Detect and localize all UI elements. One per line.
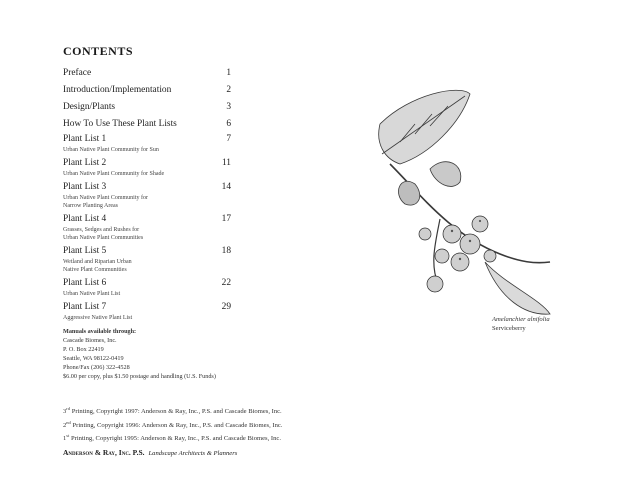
toc-page-number: 11 — [221, 158, 231, 168]
toc-subtitle: Grasses, Sedges and Rushes for — [63, 227, 140, 233]
printing-line: 2nd Printing, Copyright 1996: Anderson & Ray, Inc., P.S. and Cascade Biomes, Inc. — [63, 419, 283, 429]
manuals-info — [63, 327, 323, 381]
leaf-shape — [398, 181, 419, 205]
leaf-shape — [430, 162, 461, 187]
toc-title: Plant List 7 — [63, 302, 107, 312]
leaf-shape — [379, 90, 470, 164]
illustration-caption — [492, 315, 550, 333]
toc-title: Plant List 4 — [63, 214, 107, 224]
common-name: Serviceberry — [492, 325, 526, 332]
toc-title: Plant List 5 — [63, 246, 107, 256]
toc-title: Plant List 6 — [63, 278, 107, 288]
toc-subtitle: Urban Native Plant List — [63, 291, 121, 297]
berry-shape — [419, 228, 431, 240]
toc-subtitle: Urban Native Plant Community for Sun — [63, 147, 159, 153]
toc-title: Plant List 2 — [63, 158, 107, 168]
firm-role: Landscape Architects & Planners — [148, 450, 238, 457]
berry-shape — [435, 249, 449, 263]
toc-title: Preface — [63, 68, 92, 78]
printing-history — [63, 404, 282, 445]
toc-title: How To Use These Plant Lists — [63, 119, 177, 129]
toc-entry — [63, 102, 231, 113]
table-of-contents — [63, 68, 231, 322]
toc-subtitle: Urban Native Plant Community for Shade — [63, 171, 165, 177]
toc-entry — [63, 85, 231, 96]
manuals-line: $6.00 per copy, plus $1.50 postage and handling (U.S. Funds) — [63, 373, 216, 380]
toc-title: Plant List 1 — [63, 134, 107, 144]
toc-subtitle: Native Plant Communities — [63, 267, 127, 273]
toc-subtitle: Narrow Planting Areas — [63, 203, 118, 209]
toc-page-number: 6 — [226, 119, 231, 129]
toc-entry — [63, 134, 231, 154]
toc-subtitle: Wetland and Riparian Urban — [63, 259, 132, 265]
toc-title: Plant List 3 — [63, 182, 107, 192]
berry-shape — [472, 216, 488, 232]
toc-subtitle: Urban Native Plant Community for — [63, 195, 148, 201]
berry-shape — [427, 276, 443, 292]
toc-subtitle: Urban Native Plant Communities — [63, 235, 144, 241]
toc-page-number: 18 — [221, 246, 231, 256]
manuals-title: Manuals available through: — [63, 328, 137, 335]
manuals-line: Cascade Biomes, Inc. — [63, 337, 117, 344]
scientific-name: Amelanchier alnifolia — [492, 316, 550, 323]
page-footer — [63, 448, 237, 457]
manuals-line: P. O. Box 22419 — [63, 346, 104, 353]
toc-page-number: 1 — [226, 68, 231, 78]
toc-page-number: 3 — [226, 102, 231, 112]
berry-shape — [443, 225, 461, 243]
toc-title: Introduction/Implementation — [63, 85, 172, 95]
toc-entry — [63, 302, 231, 322]
toc-entry — [63, 278, 231, 298]
toc-page-number: 22 — [221, 278, 231, 288]
toc-entry — [63, 68, 231, 79]
contents-heading: CONTENTS — [63, 44, 134, 58]
toc-page-number: 2 — [226, 85, 231, 95]
printing-line: 1st Printing, Copyright 1995: Anderson & Ray, Inc., P.S. and Cascade Biomes, Inc. — [63, 433, 281, 443]
toc-page-number: 7 — [226, 134, 231, 144]
toc-entry — [63, 158, 231, 178]
berry-shape — [484, 250, 496, 262]
toc-subtitle: Aggressive Native Plant List — [63, 315, 133, 321]
toc-page-number: 17 — [221, 214, 231, 224]
toc-entry — [63, 119, 231, 130]
toc-entry — [63, 182, 231, 210]
toc-page-number: 29 — [221, 302, 231, 312]
toc-entry — [63, 214, 231, 242]
toc-page-number: 14 — [221, 182, 231, 192]
serviceberry-illustration — [320, 84, 560, 320]
toc-entry — [63, 246, 231, 274]
manuals-line: Seattle, WA 98122-0419 — [63, 355, 124, 362]
berry-shape — [451, 253, 469, 271]
toc-title: Design/Plants — [63, 102, 116, 112]
berry-shape — [460, 234, 480, 254]
manuals-line: Phone/Fax (206) 322-4528 — [63, 364, 130, 371]
printing-line: 3rd Printing, Copyright 1997: Anderson & Ray, Inc., P.S. and Cascade Biomes, Inc. — [63, 406, 282, 416]
leaf-shape — [485, 262, 550, 314]
firm-name: Anderson & Ray, Inc. P.S. — [63, 448, 145, 457]
